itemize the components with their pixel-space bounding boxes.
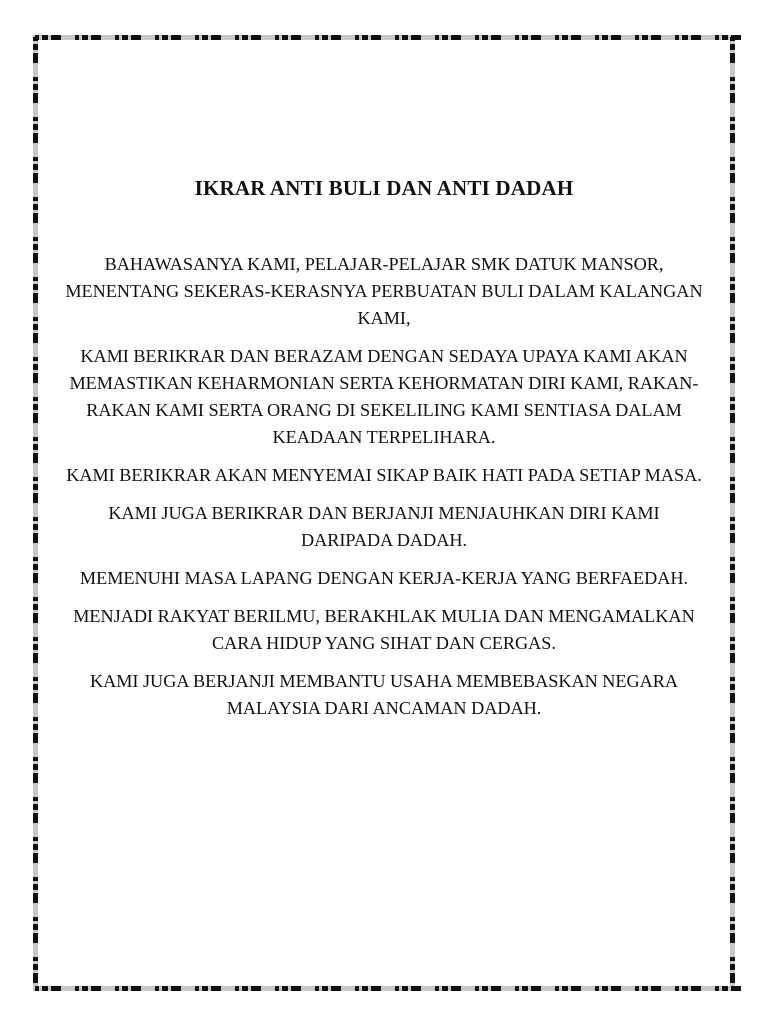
pledge-content	[60, 176, 708, 733]
border-top-dash	[531, 35, 541, 40]
pledge-paragraph-6: MENJADI RAKYAT BERILMU, BERAKHLAK MULIA DAN MENGAMALKAN CARA HIDUP YANG SIHAT DAN CERGAS.	[73, 606, 695, 653]
border-top-dash	[491, 35, 501, 40]
border-right-dash	[730, 324, 735, 330]
pledge-paragraph-7: KAMI JUGA BERJANJI MEMBANTU USAHA MEMBEBASKAN NEGARA MALAYSIA DARI ANCAMAN DADAH.	[89, 671, 679, 718]
border-top-dash	[331, 35, 341, 40]
border-left-dot	[33, 557, 38, 561]
border-left-dash	[33, 533, 38, 543]
border-right-dash	[730, 844, 735, 850]
border-left-dash	[33, 573, 38, 583]
border-left-dash	[33, 733, 38, 743]
border-right-dash	[730, 693, 735, 703]
border-left-dash	[33, 244, 38, 250]
border-top-dash	[442, 35, 448, 40]
border-right-dot	[730, 557, 735, 561]
border-right-dash	[730, 124, 735, 130]
border-left-dash	[33, 724, 38, 730]
border-top-dash	[371, 35, 381, 40]
border-top-dot	[155, 35, 159, 40]
border-left-dash	[33, 93, 38, 103]
border-left-dash	[33, 124, 38, 130]
border-bottom-dash	[362, 986, 368, 991]
border-bottom-dash	[331, 986, 341, 991]
border-top-dash	[51, 35, 61, 40]
border-top-dash	[642, 35, 648, 40]
border-right-dash	[730, 173, 735, 183]
border-left-dash	[33, 524, 38, 530]
border-right-dot	[730, 477, 735, 481]
border-left-dash	[33, 444, 38, 450]
border-bottom-dot	[675, 986, 679, 991]
border-bottom-dash	[291, 986, 301, 991]
border-left-dash	[33, 53, 38, 63]
border-bottom-dash	[282, 986, 288, 991]
border-top-dash	[131, 35, 141, 40]
border-right-dot	[730, 317, 735, 321]
border-left-dash	[33, 204, 38, 210]
border-top-dot	[395, 35, 399, 40]
border-bottom-dash	[171, 986, 181, 991]
border-bottom-dot	[595, 986, 599, 991]
border-top-dash	[722, 35, 728, 40]
border-left-dash	[33, 964, 38, 970]
border-bottom-dot	[435, 986, 439, 991]
border-right-dot	[730, 77, 735, 81]
border-right-dash	[730, 653, 735, 663]
border-top-dash	[171, 35, 181, 40]
border-left-dash	[33, 613, 38, 623]
border-right-dash	[730, 133, 735, 143]
border-bottom-dash	[162, 986, 168, 991]
border-bottom-dash	[571, 986, 581, 991]
border-top-dash	[522, 35, 528, 40]
border-right-dot	[730, 197, 735, 201]
border-left-dot	[33, 277, 38, 281]
border-bottom-dash	[122, 986, 128, 991]
border-left-dash	[33, 653, 38, 663]
border-left-dot	[33, 437, 38, 441]
border-right-dash	[730, 964, 735, 970]
border-left-dash	[33, 484, 38, 490]
border-right-dot	[730, 717, 735, 721]
border-bottom-dot	[35, 986, 39, 991]
border-right-dash	[730, 973, 735, 983]
border-left-dash	[33, 413, 38, 423]
border-right-dash	[730, 773, 735, 783]
border-left-dot	[33, 37, 38, 41]
border-left-dash	[33, 644, 38, 650]
border-left-dash	[33, 684, 38, 690]
border-right-dash	[730, 573, 735, 583]
border-bottom-dash	[442, 986, 448, 991]
border-bottom-dash	[322, 986, 328, 991]
border-left-dot	[33, 157, 38, 161]
border-top-dot	[195, 35, 199, 40]
border-right-dash	[730, 213, 735, 223]
border-left-dash	[33, 84, 38, 90]
border-left-dash	[33, 253, 38, 263]
border-right-dot	[730, 957, 735, 961]
border-bottom-dot	[395, 986, 399, 991]
border-bottom-dash	[682, 986, 688, 991]
border-bottom-dot	[155, 986, 159, 991]
border-right-dash	[730, 813, 735, 823]
border-right-dash	[730, 444, 735, 450]
border-top-dash	[82, 35, 88, 40]
border-bottom-dash	[691, 986, 701, 991]
border-right-dot	[730, 237, 735, 241]
border-right-dash	[730, 493, 735, 503]
border-bottom-dot	[355, 986, 359, 991]
border-bottom-dash	[531, 986, 541, 991]
border-top-dash	[482, 35, 488, 40]
border-bottom-dash	[522, 986, 528, 991]
border-right-dash	[730, 253, 735, 263]
border-right-dot	[730, 677, 735, 681]
border-right-dash	[730, 804, 735, 810]
border-right-dash	[730, 93, 735, 103]
border-bottom-dash	[91, 986, 101, 991]
border-right-dot	[730, 637, 735, 641]
border-top-dash	[122, 35, 128, 40]
border-top-dash	[322, 35, 328, 40]
border-right-dash	[730, 293, 735, 303]
border-bottom-dash	[411, 986, 421, 991]
border-top-dash	[682, 35, 688, 40]
border-left-dash	[33, 813, 38, 823]
border-top-dash	[362, 35, 368, 40]
border-bottom-dash	[602, 986, 608, 991]
border-left-dash	[33, 764, 38, 770]
border-right-dash	[730, 404, 735, 410]
border-right-dash	[730, 684, 735, 690]
border-left-dot	[33, 597, 38, 601]
border-top-dash	[162, 35, 168, 40]
border-bottom-dash	[211, 986, 221, 991]
border-left-dash	[33, 404, 38, 410]
border-right-dash	[730, 164, 735, 170]
border-right-dash	[730, 853, 735, 863]
border-left-dot	[33, 477, 38, 481]
border-right-dash	[730, 884, 735, 890]
border-bottom-dash	[451, 986, 461, 991]
border-top-dot	[555, 35, 559, 40]
border-bottom-dot	[235, 986, 239, 991]
border-left-dot	[33, 717, 38, 721]
border-left-dash	[33, 293, 38, 303]
border-right-dash	[730, 44, 735, 50]
border-right-dash	[730, 204, 735, 210]
border-right-dash	[730, 53, 735, 63]
border-top-dot	[355, 35, 359, 40]
border-top-dot	[595, 35, 599, 40]
border-left-dot	[33, 317, 38, 321]
border-left-dot	[33, 797, 38, 801]
border-left-dash	[33, 213, 38, 223]
border-top-dash	[282, 35, 288, 40]
border-bottom-dot	[635, 986, 639, 991]
border-right-dash	[730, 604, 735, 610]
border-top-dash	[251, 35, 261, 40]
border-top-dash	[602, 35, 608, 40]
border-top-dot	[515, 35, 519, 40]
border-bottom-dot	[555, 986, 559, 991]
border-right-dot	[730, 277, 735, 281]
border-top-dash	[42, 35, 48, 40]
border-left-dot	[33, 877, 38, 881]
border-bottom-dash	[651, 986, 661, 991]
pledge-paragraph-5: MEMENUHI MASA LAPANG DENGAN KERJA-KERJA YANG BERFAEDAH.	[79, 568, 689, 588]
border-right-dash	[730, 564, 735, 570]
border-bottom-dash	[42, 986, 48, 991]
border-top-dash	[242, 35, 248, 40]
border-top-dot	[315, 35, 319, 40]
border-right-dot	[730, 397, 735, 401]
border-right-dot	[730, 357, 735, 361]
border-bottom-dash	[562, 986, 568, 991]
border-bottom-dot	[115, 986, 119, 991]
border-bottom-dash	[642, 986, 648, 991]
border-top-dash	[411, 35, 421, 40]
border-right-dash	[730, 284, 735, 290]
border-left-dot	[33, 837, 38, 841]
border-top-dot	[475, 35, 479, 40]
border-right-dot	[730, 517, 735, 521]
border-right-dash	[730, 373, 735, 383]
border-right-dash	[730, 764, 735, 770]
border-right-dash	[730, 244, 735, 250]
border-left-dash	[33, 933, 38, 943]
border-bottom-dot	[715, 986, 719, 991]
border-bottom-dot	[315, 986, 319, 991]
border-bottom-dash	[202, 986, 208, 991]
border-right-dash	[730, 524, 735, 530]
border-right-dash	[730, 924, 735, 930]
border-bottom-dash	[611, 986, 621, 991]
pledge-paragraph-3: KAMI BERIKRAR AKAN MENYEMAI SIKAP BAIK HATI PADA SETIAP MASA.	[66, 465, 702, 485]
border-right-dash	[730, 533, 735, 543]
border-left-dot	[33, 117, 38, 121]
border-right-dash	[730, 84, 735, 90]
border-right-dash	[730, 333, 735, 343]
border-left-dash	[33, 884, 38, 890]
border-left-dot	[33, 757, 38, 761]
border-right-dot	[730, 917, 735, 921]
border-bottom-dot	[475, 986, 479, 991]
border-left-dash	[33, 564, 38, 570]
border-left-dash	[33, 693, 38, 703]
border-bottom-dash	[131, 986, 141, 991]
border-top-dash	[91, 35, 101, 40]
border-bottom-dash	[251, 986, 261, 991]
border-left-dash	[33, 773, 38, 783]
border-right-dash	[730, 733, 735, 743]
border-top-dot	[75, 35, 79, 40]
border-bottom-dash	[51, 986, 61, 991]
border-left-dash	[33, 924, 38, 930]
border-right-dot	[730, 797, 735, 801]
border-bottom-dot	[75, 986, 79, 991]
border-right-dot	[730, 437, 735, 441]
border-left-dash	[33, 373, 38, 383]
border-top-dash	[611, 35, 621, 40]
border-top-dot	[715, 35, 719, 40]
border-bottom-dash	[731, 986, 741, 991]
border-top-dash	[402, 35, 408, 40]
border-left-dash	[33, 493, 38, 503]
border-left-dot	[33, 677, 38, 681]
border-right-dot	[730, 117, 735, 121]
border-top-dot	[115, 35, 119, 40]
border-top-dash	[691, 35, 701, 40]
border-left-dot	[33, 517, 38, 521]
border-top-dash	[291, 35, 301, 40]
pledge-paragraph-1: BAHAWASANYA KAMI, PELAJAR-PELAJAR SMK DATUK MANSOR, MENENTANG SEKERAS-KERASNYA PERBUATAN BULI DALAM KALANGAN KAMI,	[65, 254, 703, 328]
border-bottom-dash	[491, 986, 501, 991]
border-left-dot	[33, 77, 38, 81]
border-left-dash	[33, 364, 38, 370]
border-left-dot	[33, 637, 38, 641]
border-top-dot	[675, 35, 679, 40]
border-right-dash	[730, 933, 735, 943]
border-bottom-dot	[275, 986, 279, 991]
border-left-dash	[33, 173, 38, 183]
border-left-dash	[33, 164, 38, 170]
pledge-paragraph-2: KAMI BERIKRAR DAN BERAZAM DENGAN SEDAYA UPAYA KAMI AKAN MEMASTIKAN KEHARMONIAN SERTA KEHORMATAN DIRI KAMI, RAKAN-RAKAN KAMI SERTA ORANG DI SEKELILING KAMI SENTIASA DALAM KEADAAN TERPELIHARA.	[69, 346, 699, 447]
border-top-dot	[435, 35, 439, 40]
border-left-dash	[33, 453, 38, 463]
border-right-dash	[730, 644, 735, 650]
border-right-dash	[730, 453, 735, 463]
border-right-dot	[730, 877, 735, 881]
border-left-dash	[33, 604, 38, 610]
border-left-dot	[33, 237, 38, 241]
border-left-dash	[33, 333, 38, 343]
border-left-dot	[33, 197, 38, 201]
border-left-dash	[33, 853, 38, 863]
border-right-dash	[730, 724, 735, 730]
border-left-dot	[33, 357, 38, 361]
border-right-dash	[730, 893, 735, 903]
border-left-dash	[33, 844, 38, 850]
border-left-dash	[33, 44, 38, 50]
border-top-dash	[451, 35, 461, 40]
border-left-dot	[33, 397, 38, 401]
border-bottom-dot	[195, 986, 199, 991]
border-bottom-dash	[722, 986, 728, 991]
border-right-dot	[730, 37, 735, 41]
border-left-dash	[33, 893, 38, 903]
border-left-dash	[33, 324, 38, 330]
border-right-dot	[730, 837, 735, 841]
pledge-paragraph-4: KAMI JUGA BERIKRAR DAN BERJANJI MENJAUHKAN DIRI KAMI DARIPADA DADAH.	[108, 503, 660, 550]
border-right-dash	[730, 413, 735, 423]
border-left-dash	[33, 133, 38, 143]
border-bottom-dash	[482, 986, 488, 991]
border-right-dash	[730, 613, 735, 623]
border-top-dot	[635, 35, 639, 40]
border-right-dash	[730, 364, 735, 370]
border-top-dash	[571, 35, 581, 40]
border-right-dot	[730, 157, 735, 161]
border-top-dot	[235, 35, 239, 40]
border-bottom-dash	[402, 986, 408, 991]
border-right-dash	[730, 484, 735, 490]
border-right-dot	[730, 757, 735, 761]
border-top-dash	[211, 35, 221, 40]
border-bottom-dash	[82, 986, 88, 991]
border-left-dot	[33, 917, 38, 921]
page-title: IKRAR ANTI BULI DAN ANTI DADAH	[194, 176, 574, 200]
border-bottom-dash	[371, 986, 381, 991]
border-left-dash	[33, 973, 38, 983]
border-left-dash	[33, 284, 38, 290]
border-left-dot	[33, 957, 38, 961]
border-left-dash	[33, 804, 38, 810]
border-top-dash	[202, 35, 208, 40]
border-bottom-dash	[242, 986, 248, 991]
border-bottom-dot	[515, 986, 519, 991]
border-top-dash	[651, 35, 661, 40]
border-right-dot	[730, 597, 735, 601]
border-top-dot	[275, 35, 279, 40]
border-top-dash	[562, 35, 568, 40]
